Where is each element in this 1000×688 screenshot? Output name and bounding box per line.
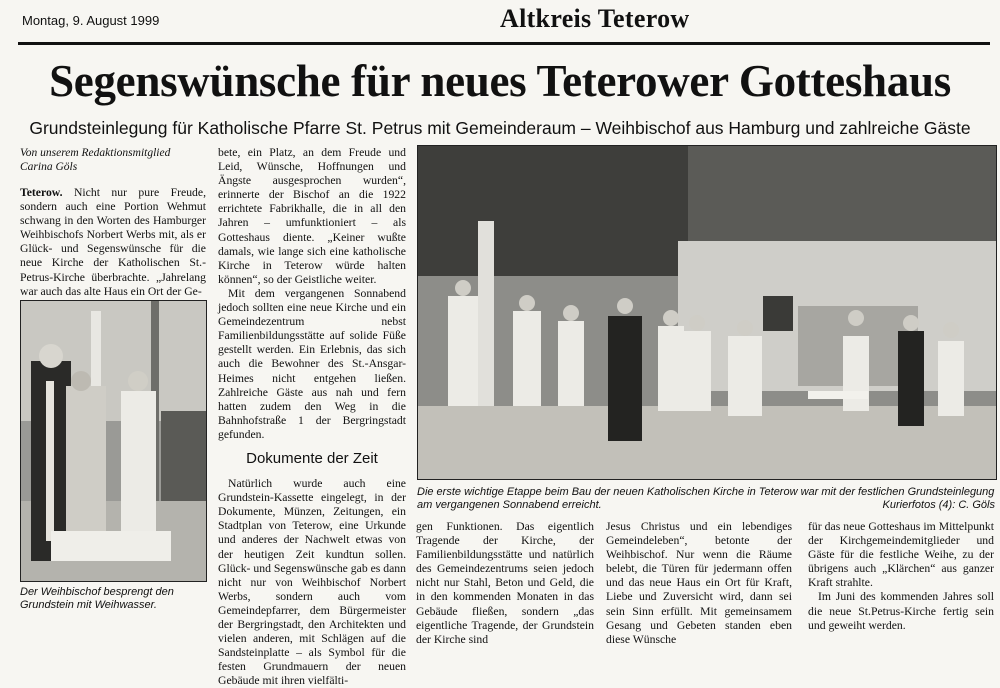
article-column-4	[606, 520, 792, 647]
column-3-paragraph: gen Funktionen. Das eigentlich Tragende der Kirche, der Familienbildungsstätte und natürlich des Gemeindezentrums seien jedoch nicht nur Stahl, Beton und Geld, die in den kommenden Monaten in das Gebäude fließen, sondern „das eigentliche Tragende, der Grundstein der Kirche sind	[416, 520, 594, 646]
large-photo-caption-text: Die erste wichtige Etappe beim Bau der neuen Katholischen Kirche in Teterow war mit der festlichen Grundsteinlegung am vergangenen Sonnabend erreicht.	[417, 486, 995, 511]
column-2-paragraph-2: Mit dem vergangenen Sonnabend jedoch sollten eine neue Kirche und ein Gemeindezentrum nebst Familienbildungsstätte auf solide Füße gestellt werden. Ein Erlebnis, das sich auch die Bewohner des St.-Ansgar-Heimes nicht entgehen ließen. Zahlreiche Gäste aus nah und fern hatten zudem den Weg in die Bahnhofstraße 1 der Bergringstadt gefunden.	[218, 286, 406, 441]
masthead-rule	[18, 42, 990, 45]
photo-credit: Kurierfotos (4): C. Göls	[882, 499, 995, 511]
article-subheadline: Grundsteinlegung für Katholische Pfarre St. Petrus mit Gemeinderaum – Weihbischof aus Hamburg und zahlreiche Gäste	[29, 118, 971, 138]
article-column-5	[808, 520, 994, 633]
column-5-paragraph-1: für das neue Gotteshaus im Mittelpunkt der Kirchgemeindemitglieder und Gäste für die festliche Weihe, zu der übrigens auch „Klärchen“ aus ganzer Kraft strahlte.	[808, 520, 994, 590]
photo-bishop-blessing	[20, 300, 207, 582]
column-1-text: Nicht nur pure Freude, sondern auch eine Portion Wehmut schwang in den Worten des Hamburger Weihbischofs Norbert Werbs mit, als er Glück- und Segenswünsche für die neue Kirche der Katholischen St.-Petrus-Kirche überbrachte. „Jahrelang war auch das alte Haus ein Ort der Ge-	[20, 186, 206, 298]
photo-ceremony-group	[417, 145, 997, 480]
section-title: Altkreis Teterow	[500, 4, 690, 33]
large-photo-caption	[417, 486, 995, 512]
column-2-paragraph-1: bete, ein Platz, an dem Freude und Leid, Wünsche, Hoffnungen und Ängste ausgesprochen wurden“, erinnerte der Bischof an die 1922 errichtete Fabrikhalle, die in all den Jahren – umfunktioniert – als Gotteshaus diente. „Keiner wußte damals, wie lange sich eine katholische Kirche in Teterow würde halten können“, so der Geistliche weiter.	[218, 146, 406, 286]
small-photo-caption: Der Weihbischof besprengt den Grundstein mit Weihwasser.	[20, 586, 174, 611]
byline-line-1: Von unserem Redaktionsmitglied	[20, 147, 171, 159]
photo-ceremony-group-image	[418, 146, 996, 479]
issue-date: Montag, 9. August 1999	[22, 13, 160, 28]
byline	[20, 146, 206, 174]
article-headline: Segenswünsche für neues Teterower Gotteshaus	[49, 56, 951, 106]
article-column-2	[218, 146, 406, 688]
photo-bishop-blessing-image	[21, 301, 206, 581]
column-5-paragraph-2: Im Juni des kommenden Jahres soll die neue St.Petrus-Kirche fertig sein und geweiht werden.	[808, 590, 994, 632]
dateline: Teterow.	[20, 186, 63, 199]
article-column-1	[20, 146, 206, 299]
column-2-paragraph-3: Natürlich wurde auch eine Grundstein-Kassette eingelegt, in der Dokumente, Münzen, Zeitungen, ein Stadtplan von Teterow, eine Urkunde und anderes der Nachwelt etwas von der heutigen Zeit kundtun sollen. Glück- und Segenswünsche gab es dann nicht nur von Weihbischof Norbert Werbs, sondern auch vom Gemeindepfarrer, dem Bürgermeister der Bergringstadt, den Architekten und vielen anderen, mit Schlägen auf die Sandsteinplatte – als Symbol für die festen Grundmauern der neuen Gebäude mit ihren vielfälti-	[218, 477, 406, 688]
article-column-3	[416, 520, 594, 647]
column-4-paragraph: Jesus Christus und ein lebendiges Gemeindeleben“, betonte der Weihbischof. Nur wenn die Räume belebt, die Türen für jedermann offen und das neue Haus ein Ort für Kraft, Liebe und Zuversicht wird, dann sei sein Sinn erfüllt. Mit gemeinsamem Gesang und Gebeten standen eben diese Wünsche	[606, 520, 792, 646]
byline-author: Carina Göls	[20, 161, 78, 173]
column-1-paragraph	[20, 186, 206, 299]
article-subheading: Dokumente der Zeit	[246, 449, 378, 467]
